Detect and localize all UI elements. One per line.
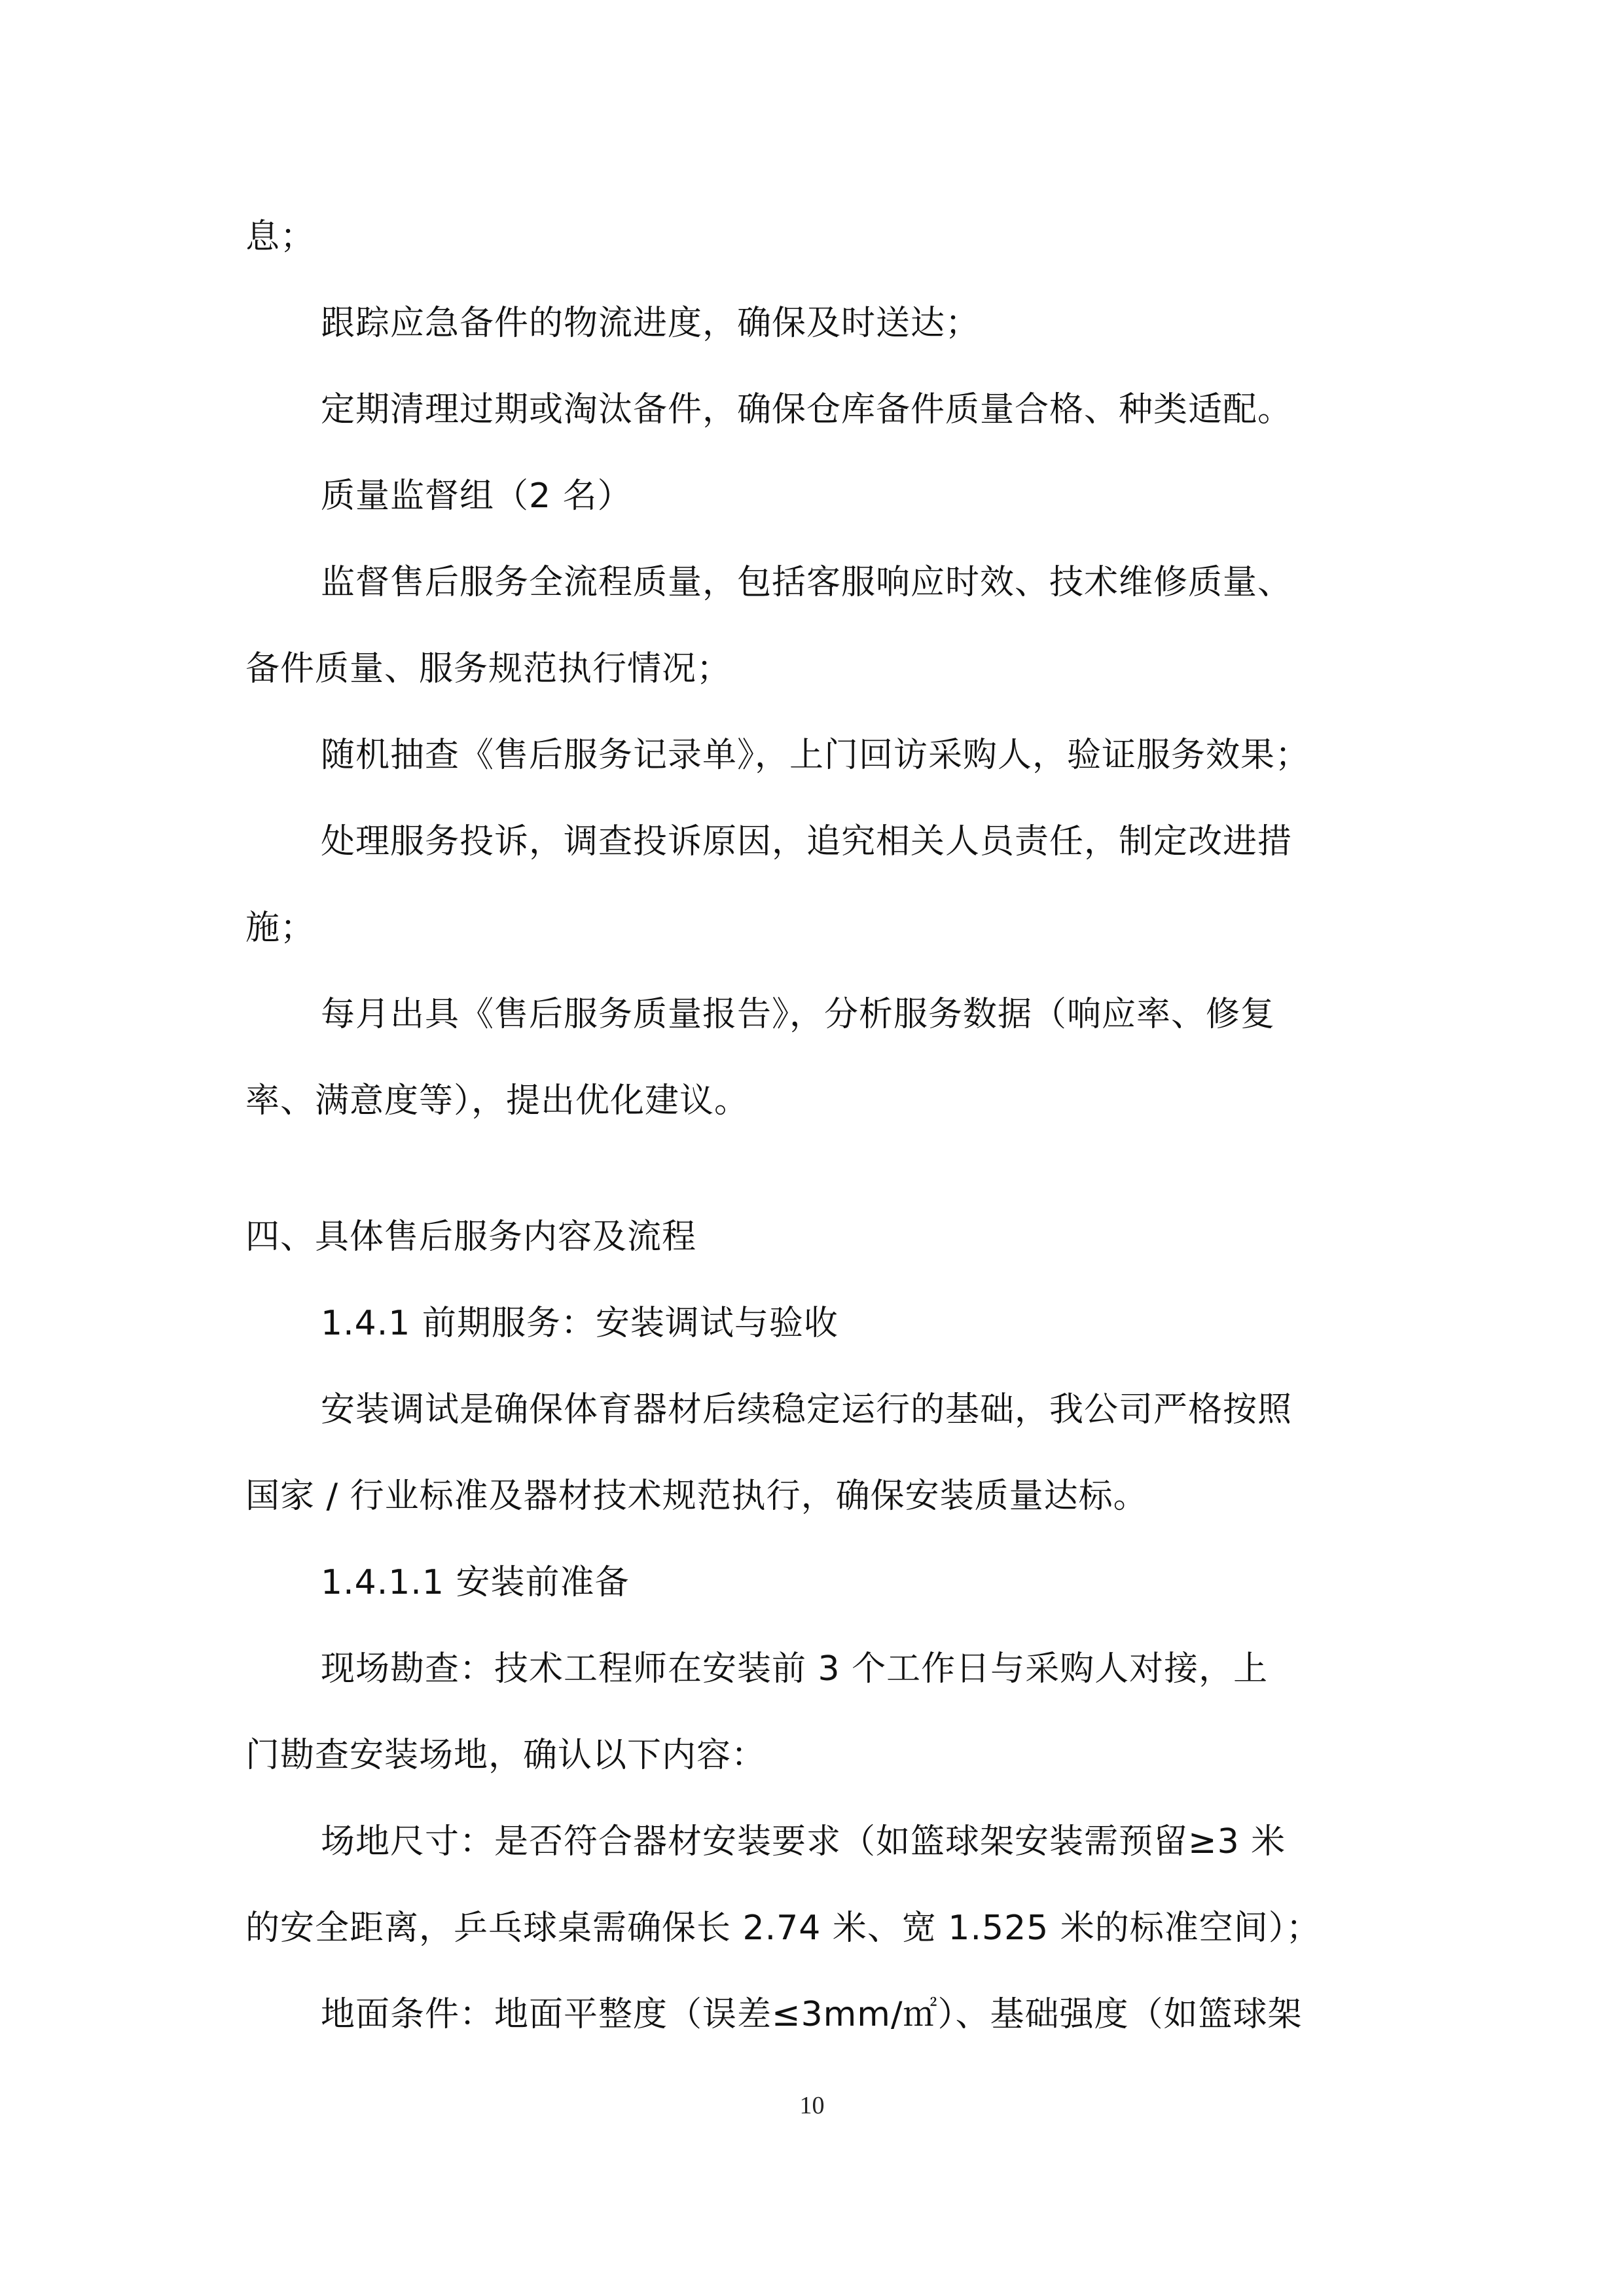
text-line-5: 监督售后服务全流程质量，包括客服响应时效、技术维修质量、 — [321, 563, 1293, 602]
page-number: 10 — [799, 2092, 825, 2119]
text-line-18: 门勘查安装场地，确认以下内容： — [245, 1736, 767, 1775]
text-line-7: 随机抽查《售后服务记录单》，上门回访采购人，验证服务效果； — [321, 736, 1310, 775]
text-line-21: 地面条件：地面平整度（误差≤3mm/㎡）、基础强度（如篮球架 — [321, 1995, 1303, 2034]
text-line-20: 的安全距离，乒乓球桌需确保长 2.74 米、宽 1.525 米的标准空间）； — [245, 1909, 1321, 1948]
text-line-1: 息； — [245, 217, 316, 257]
section-heading-4: 四、具体售后服务内容及流程 — [245, 1217, 697, 1257]
text-line-9: 施； — [245, 908, 316, 948]
section-heading-quality-team: 质量监督组（2 名） — [321, 476, 632, 516]
text-line-10: 每月出具《售后服务质量报告》，分析服务数据（响应率、修复 — [321, 995, 1276, 1034]
text-line-17: 现场勘查：技术工程师在安装前 3 个工作日与采购人对接，上 — [321, 1649, 1269, 1689]
text-line-8: 处理服务投诉，调查投诉原因，追究相关人员责任，制定改进措 — [321, 822, 1293, 861]
subsection-heading-1-4-1: 1.4.1 前期服务：安装调试与验收 — [321, 1304, 839, 1343]
text-line-14: 安装调试是确保体育器材后续稳定运行的基础，我公司严格按照 — [321, 1390, 1293, 1429]
subsection-heading-1-4-1-1: 1.4.1.1 安装前准备 — [321, 1563, 630, 1602]
text-line-2: 跟踪应急备件的物流进度，确保及时送达； — [321, 304, 981, 343]
text-line-6: 备件质量、服务规范执行情况； — [245, 649, 732, 689]
text-line-11: 率、满意度等），提出优化建议。 — [245, 1081, 749, 1121]
text-line-15: 国家 / 行业标准及器材技术规范执行，确保安装质量达标。 — [245, 1477, 1148, 1516]
text-line-3: 定期清理过期或淘汰备件，确保仓库备件质量合格、种类适配。 — [321, 390, 1293, 429]
text-line-19: 场地尺寸：是否符合器材安装要求（如篮球架安装需预留≥3 米 — [321, 1822, 1286, 1861]
